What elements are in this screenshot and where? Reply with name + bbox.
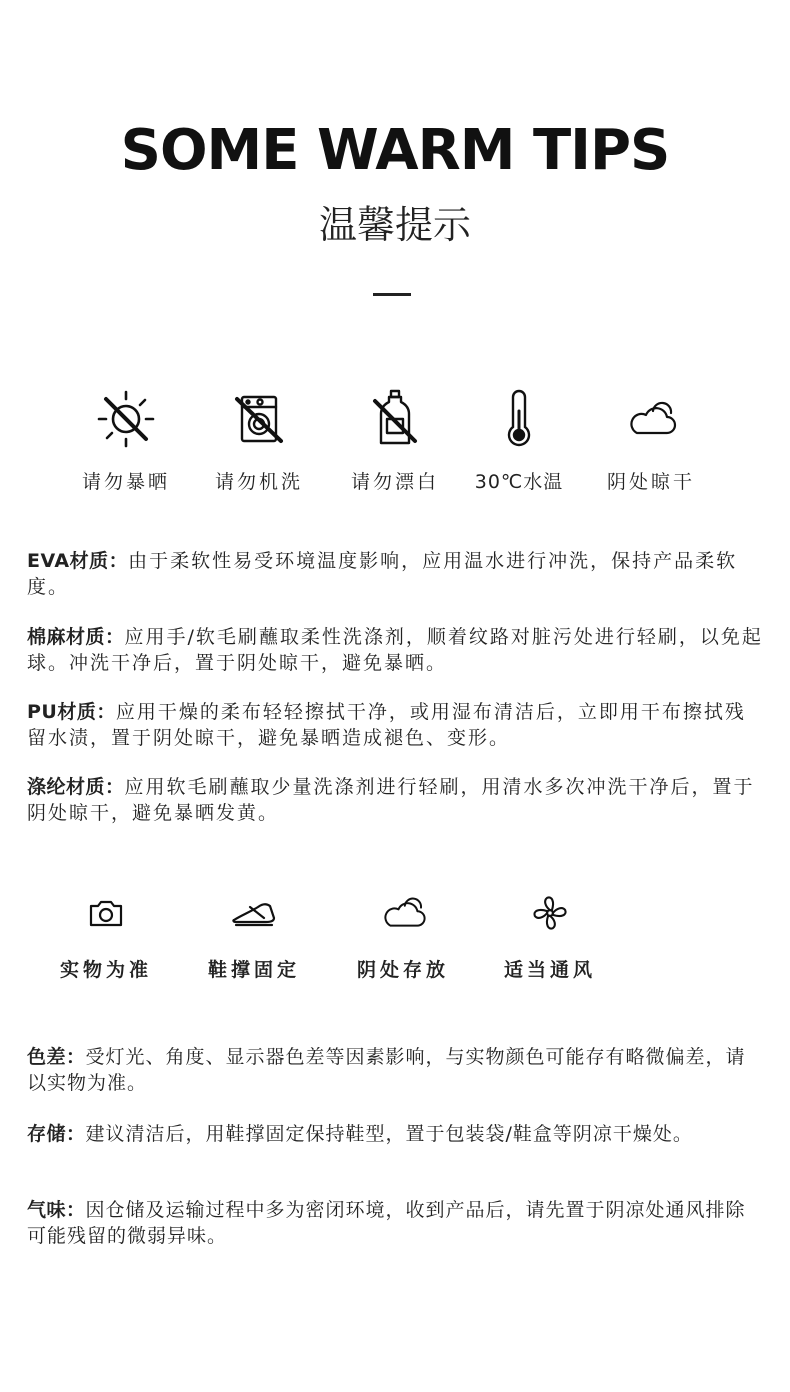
care-label-water-temp: 30℃水温 [474, 471, 564, 493]
care-item-water-temp [444, 385, 594, 494]
material-cotton-linen [27, 624, 765, 676]
material-polyester [27, 774, 765, 826]
page-title: SOME WARM TIPS [120, 118, 670, 183]
material-cotton-linen-label: 棉麻材质： [27, 626, 125, 648]
storage-item-shoe-tree [179, 893, 329, 982]
material-eva [27, 548, 765, 600]
material-pu [27, 699, 765, 751]
material-polyester-text: 应用软毛刷蘸取少量洗涤剂进行轻刷，用清水多次冲洗干净后，置于阴处晾干，避免暴晒发黄。 [27, 776, 755, 824]
fan-icon [531, 894, 569, 932]
care-item-no-machine-wash [184, 385, 334, 494]
storage-item-shade-store [328, 893, 478, 982]
note-storage-label: 存储： [27, 1123, 86, 1145]
care-label-no-machine-wash: 请勿机洗 [214, 471, 303, 493]
page-subtitle: 温馨提示 [318, 203, 471, 247]
note-storage-text: 建议清洁后，用鞋撑固定保持鞋型，置于包装袋/鞋盒等阴凉干燥处。 [85, 1123, 693, 1145]
note-odor [27, 1197, 765, 1249]
camera-icon [88, 897, 124, 929]
material-cotton-linen-text: 应用手/软毛刷蘸取柔性洗涤剂，顺着纹路对脏污处进行轻刷，以免起球。冲洗干净后，置于阴处晾干，避免暴晒。 [27, 626, 763, 674]
cloud-icon [623, 399, 679, 439]
material-eva-text: 由于柔软性易受环境温度影响，应用温水进行冲洗，保持产品柔软度。 [27, 550, 738, 598]
care-label-shade-dry: 阴处晾干 [606, 471, 695, 493]
material-pu-text: 应用干燥的柔布轻轻擦拭干净，或用湿布清洁后，立即用干布擦拭残留水渍，置于阴处晾干，避免暴晒造成褪色、变形。 [27, 701, 746, 749]
thermometer-icon [499, 387, 539, 451]
note-storage [27, 1121, 765, 1147]
material-eva-label: EVA材质： [27, 550, 129, 572]
care-item-no-sun [51, 385, 201, 494]
storage-item-actual-product [31, 893, 181, 982]
note-odor-label: 气味： [27, 1199, 86, 1221]
note-color-difference-label: 色差： [27, 1046, 86, 1068]
note-color-difference-text: 受灯光、角度、显示器色差等因素影响，与实物颜色可能存有略微偏差，请以实物为准。 [27, 1046, 746, 1094]
no-machine-wash-icon [227, 387, 291, 451]
shoe-tree-icon [230, 898, 278, 928]
care-item-shade-dry [576, 385, 726, 494]
storage-item-ventilation [475, 893, 625, 982]
material-pu-label: PU材质： [27, 701, 116, 723]
care-label-no-bleach: 请勿漂白 [350, 471, 439, 493]
storage-label-actual-product: 实物为准 [59, 959, 152, 981]
storage-label-shoe-tree: 鞋撑固定 [207, 959, 300, 981]
material-polyester-label: 涤纶材质： [27, 776, 125, 798]
no-bleach-icon [363, 387, 427, 451]
care-label-no-sun: 请勿暴晒 [81, 471, 170, 493]
no-sun-icon [94, 387, 158, 451]
note-odor-text: 因仓储及运输过程中多为密闭环境，收到产品后，请先置于阴凉处通风排除可能残留的微弱异味。 [27, 1199, 746, 1247]
storage-label-ventilation: 适当通风 [503, 959, 596, 981]
title-divider [373, 293, 411, 296]
note-color-difference [27, 1044, 765, 1096]
storage-label-shade-store: 阴处存放 [356, 959, 449, 981]
cloud-icon [377, 895, 429, 931]
